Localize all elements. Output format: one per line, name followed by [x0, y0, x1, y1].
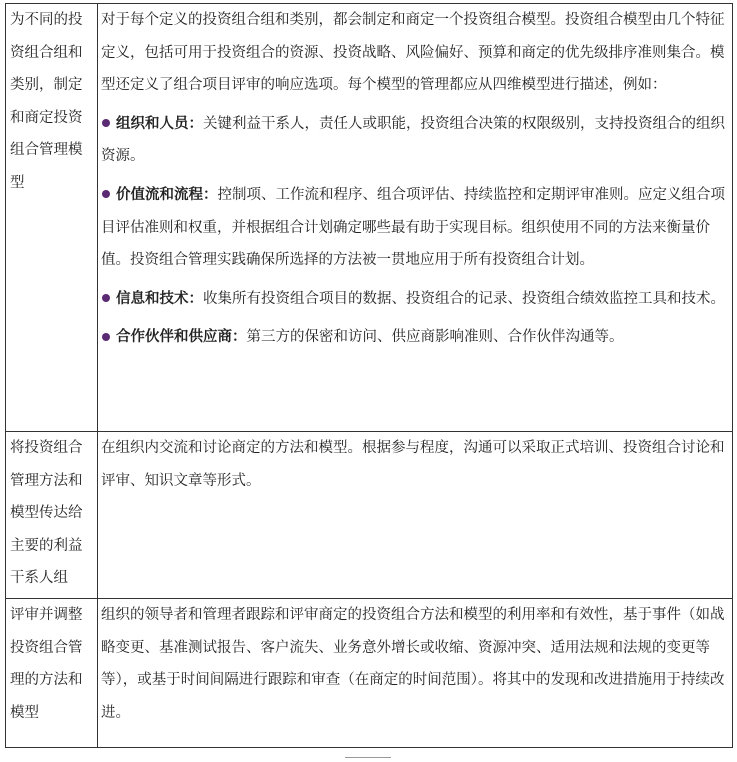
row-activity-cell: 将投资组合管理方法和模型传达给主要的利益干系人组	[6, 432, 98, 599]
row-description-cell	[98, 4, 733, 432]
table-row	[6, 432, 733, 599]
bullet-label: 信息和技术：	[116, 290, 203, 307]
page-edge-mark	[345, 757, 391, 758]
table-row	[6, 4, 733, 432]
bullet-dot-icon	[102, 294, 110, 302]
bullet-dot-icon	[102, 190, 110, 198]
bullet-label: 合作伙伴和供应商：	[116, 329, 247, 346]
bullet-label: 组织和人员：	[116, 115, 203, 132]
bullet-item	[101, 179, 730, 277]
bullet-text: 收集所有投资组合项目的数据、投资组合的记录、投资组合绩效监控工具和技术。	[203, 290, 725, 307]
row-activity-cell: 为不同的投资组合组和类别，制定和商定投资组合管理模型	[6, 4, 98, 432]
bullet-text: 第三方的保密和访问、供应商影响准则、合作伙伴沟通等。	[246, 329, 624, 346]
bullet-dot-icon	[102, 333, 110, 341]
bullet-label: 价值流和流程：	[116, 186, 218, 203]
row-activity-cell: 评审并调整投资组合管理的方法和模型	[6, 599, 98, 748]
row-description-cell: 组织的领导者和管理者跟踪和评审商定的投资组合方法和模型的利用率和有效性，基于事件（如战略变更、基准测试报告、客户流失、业务意外增长或收缩、资源冲突、适用法规和法规的变更等等），或基于时间间隔进行跟踪和审查（在商定的时间范围）。将其中的发现和改进措施用于持续改进。	[98, 599, 733, 748]
bullet-item	[101, 283, 730, 316]
table-row	[6, 599, 733, 748]
bullet-text: 关键利益干系人，责任人或职能，投资组合决策的权限级别，支持投资组合的组织资源。	[101, 115, 725, 165]
row-description-cell: 在组织内交流和讨论商定的方法和模型。根据参与程度，沟通可以采取正式培训、投资组合讨论和评审、知识文章等形式。	[98, 432, 733, 599]
bullet-dot-icon	[102, 119, 110, 127]
bullet-text: 控制项、工作流和程序、组合项评估、持续监控和定期评审准则。应定义组合项目评估准则和权重，并根据组合计划确定哪些最有助于实现目标。组织使用不同的方法来衡量价值。投资组合管理实践确保所选择的方法被一贯地应用于所有投资组合计划。	[101, 186, 725, 269]
bullet-item	[101, 108, 730, 173]
bullet-item	[101, 321, 730, 354]
intro-paragraph: 对于每个定义的投资组合组和类别，都会制定和商定一个投资组合模型。投资组合模型由几个特征定义，包括可用于投资组合的资源、投资战略、风险偏好、预算和商定的优先级排序准则集合。模型还定义了组合项目评审的响应选项。每个模型的管理都应从四维模型进行描述，例如：	[101, 12, 725, 94]
practice-table	[5, 3, 733, 748]
